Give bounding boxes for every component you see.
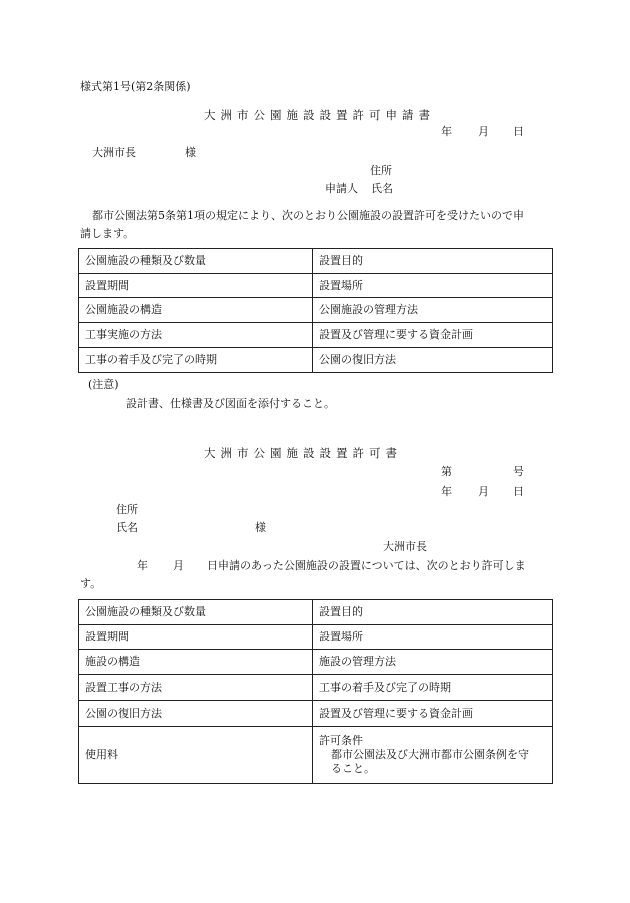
table-cell: 工事の着手及び完了の時期 — [313, 675, 553, 701]
permit-table — [78, 599, 553, 784]
date-year: 年 — [441, 125, 452, 138]
fee-cell: 使用料 — [79, 727, 313, 784]
table-cell: 施設の管理方法 — [313, 650, 553, 675]
conditions-label: 許可条件 — [319, 734, 363, 747]
table-row — [79, 348, 553, 373]
application-body-line2: 請します。 — [80, 227, 135, 240]
address-label: 住所 — [370, 164, 392, 177]
applicant-name-label: 氏名 — [371, 182, 393, 195]
permit-date-day: 日 — [513, 485, 524, 498]
permit-date-month: 月 — [478, 485, 489, 498]
table-row — [79, 625, 553, 650]
table-cell: 公園施設の管理方法 — [313, 298, 553, 323]
table-row — [79, 650, 553, 675]
addressee: 大洲市長 — [92, 146, 136, 159]
table-cell: 設置場所 — [313, 274, 553, 298]
table-cell: 設置期間 — [79, 274, 313, 298]
conditions-line1: 都市公園法及び大洲市都市公園条例を守 — [331, 748, 529, 761]
table-cell: 工事実施の方法 — [79, 323, 313, 348]
permit-honorific: 様 — [255, 521, 266, 534]
table-row — [79, 298, 553, 323]
table-cell: 公園の復旧方法 — [79, 701, 313, 727]
permit-body-line1: 日申請のあった公園施設の設置については、次のとおり許可しま — [207, 559, 526, 572]
table-cell: 設置期間 — [79, 625, 313, 650]
date-day: 日 — [513, 125, 524, 138]
table-cell: 施設の構造 — [79, 650, 313, 675]
permit-number-prefix: 第 — [441, 465, 452, 478]
permit-title: 大洲市公園施設設置許可書 — [204, 446, 402, 460]
application-title: 大洲市公園施設設置許可申請書 — [204, 108, 435, 122]
table-cell: 設置目的 — [313, 249, 553, 274]
table-cell: 設置及び管理に要する資金計画 — [313, 323, 553, 348]
table-row — [79, 701, 553, 727]
table-row — [79, 249, 553, 274]
table-cell: 設置及び管理に要する資金計画 — [313, 701, 553, 727]
permit-body-line2: す。 — [80, 577, 102, 590]
applicant-label: 申請人 — [325, 182, 358, 195]
table-row — [79, 727, 553, 784]
date-month: 月 — [478, 125, 489, 138]
permit-issuer: 大洲市長 — [383, 540, 427, 553]
permit-address-label: 住所 — [116, 503, 138, 516]
table-cell: 公園施設の種類及び数量 — [79, 600, 313, 625]
table-cell: 公園施設の種類及び数量 — [79, 249, 313, 274]
form-number: 様式第1号(第2条関係) — [80, 80, 191, 93]
table-row — [79, 600, 553, 625]
table-cell: 設置場所 — [313, 625, 553, 650]
application-table — [78, 248, 553, 373]
table-cell: 公園施設の構造 — [79, 298, 313, 323]
permit-number-suffix: 号 — [513, 465, 524, 478]
table-cell: 設置目的 — [313, 600, 553, 625]
table-cell: 工事の着手及び完了の時期 — [79, 348, 313, 373]
note-text: 設計書、仕様書及び図面を添付すること。 — [126, 397, 335, 410]
table-cell: 設置工事の方法 — [79, 675, 313, 701]
table-cell: 公園の復旧方法 — [313, 348, 553, 373]
note-label: (注意) — [88, 378, 119, 391]
permit-name-label: 氏名 — [116, 521, 138, 534]
permit-date-year: 年 — [441, 485, 452, 498]
table-row — [79, 323, 553, 348]
permit-body-year: 年 — [137, 559, 148, 572]
addressee-honorific: 様 — [185, 146, 196, 159]
permit-body-month: 月 — [173, 559, 184, 572]
conditions-cell — [313, 727, 553, 784]
application-body-line1: 都市公園法第5条第1項の規定により、次のとおり公園施設の設置許可を受けたいので申 — [92, 209, 524, 222]
conditions-line2: ること。 — [331, 762, 375, 775]
table-row — [79, 675, 553, 701]
table-row — [79, 274, 553, 298]
